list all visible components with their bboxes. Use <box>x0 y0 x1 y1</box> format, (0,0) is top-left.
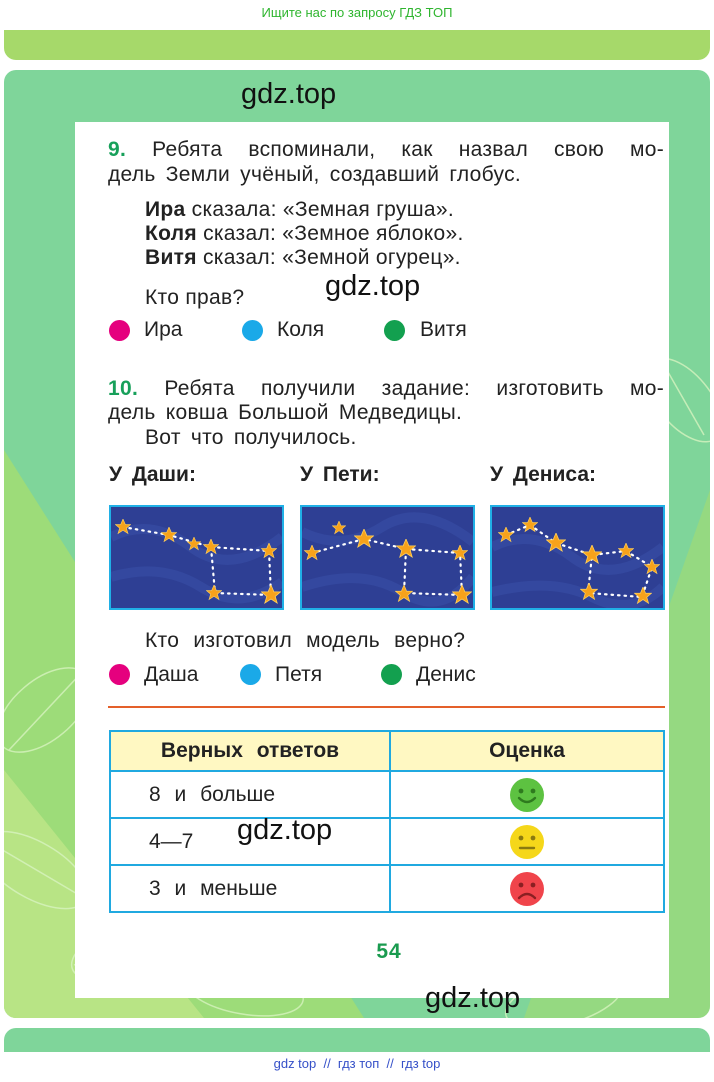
option-marker-petya[interactable] <box>240 664 261 685</box>
option-denis: Денис <box>416 663 476 686</box>
option-marker-kolya[interactable] <box>242 320 263 341</box>
table-row <box>110 818 664 865</box>
task10-number: 10. <box>108 377 139 400</box>
task9-answer-vitya: Витя сказал: «Земной огурец». <box>145 246 461 269</box>
watermark: gdz.top <box>237 814 333 846</box>
table-row <box>110 865 664 912</box>
footer-links[interactable]: gdz top // гдз топ // гдз top <box>273 1056 441 1071</box>
watermark: gdz.top <box>325 270 421 302</box>
task10-line1: 10. Ребята получили задание: изготовить мо- <box>108 377 664 400</box>
photo-dasha-big-dipper <box>109 505 284 610</box>
task9-question: Кто прав? <box>145 286 245 309</box>
previous-page-edge <box>4 30 710 60</box>
task10-line2: дель ковша Большой Медведицы. <box>108 401 463 424</box>
label-dasha: У Даши: <box>109 463 196 486</box>
grade-range: 8 и больше <box>110 771 390 818</box>
option-marker-ira[interactable] <box>109 320 130 341</box>
search-hint: Ищите нас по запросу ГДЗ ТОП <box>261 5 453 20</box>
grade-range: 3 и меньше <box>110 865 390 912</box>
option-petya: Петя <box>275 663 323 686</box>
grades-table <box>109 730 665 913</box>
label-denis: У Дениса: <box>490 463 596 486</box>
task10-question: Кто изготовил модель верно? <box>145 629 466 652</box>
option-marker-dasha[interactable] <box>109 664 130 685</box>
happy-face-icon <box>509 777 545 813</box>
page-number: 54 <box>376 940 402 963</box>
watermark: gdz.top <box>241 78 337 110</box>
task9-number: 9. <box>108 138 127 161</box>
option-marker-vitya[interactable] <box>384 320 405 341</box>
option-dasha: Даша <box>144 663 199 686</box>
option-marker-denis[interactable] <box>381 664 402 685</box>
option-ira: Ира <box>144 318 183 341</box>
neutral-face-icon <box>509 824 545 860</box>
header-correct-answers: Верных ответов <box>110 731 390 771</box>
grade-range: 4—7 <box>110 818 390 865</box>
photo-petya-big-dipper <box>300 505 475 610</box>
sad-face-icon <box>509 871 545 907</box>
task9-line1: 9. Ребята вспоминали, как назвал свою мо- <box>108 138 664 161</box>
next-page-edge <box>4 1028 710 1052</box>
grade-mood-cell <box>390 818 664 865</box>
option-vitya: Витя <box>420 318 467 341</box>
header-grade: Оценка <box>390 731 664 771</box>
grade-mood-cell <box>390 771 664 818</box>
table-row <box>110 771 664 818</box>
task10-line3: Вот что получилось. <box>145 426 357 449</box>
watermark: gdz.top <box>425 982 521 1014</box>
task9-line2: дель Земли учёный, создавший глобус. <box>108 163 522 186</box>
option-kolya: Коля <box>277 318 325 341</box>
task9-answer-ira: Ира сказала: «Земная груша». <box>145 198 454 221</box>
task9-answer-kolya: Коля сказал: «Земное яблоко». <box>145 222 464 245</box>
grade-mood-cell <box>390 865 664 912</box>
table-header-row <box>110 731 664 771</box>
photo-denis-big-dipper <box>490 505 665 610</box>
section-divider <box>108 706 665 708</box>
label-petya: У Пети: <box>300 463 380 486</box>
